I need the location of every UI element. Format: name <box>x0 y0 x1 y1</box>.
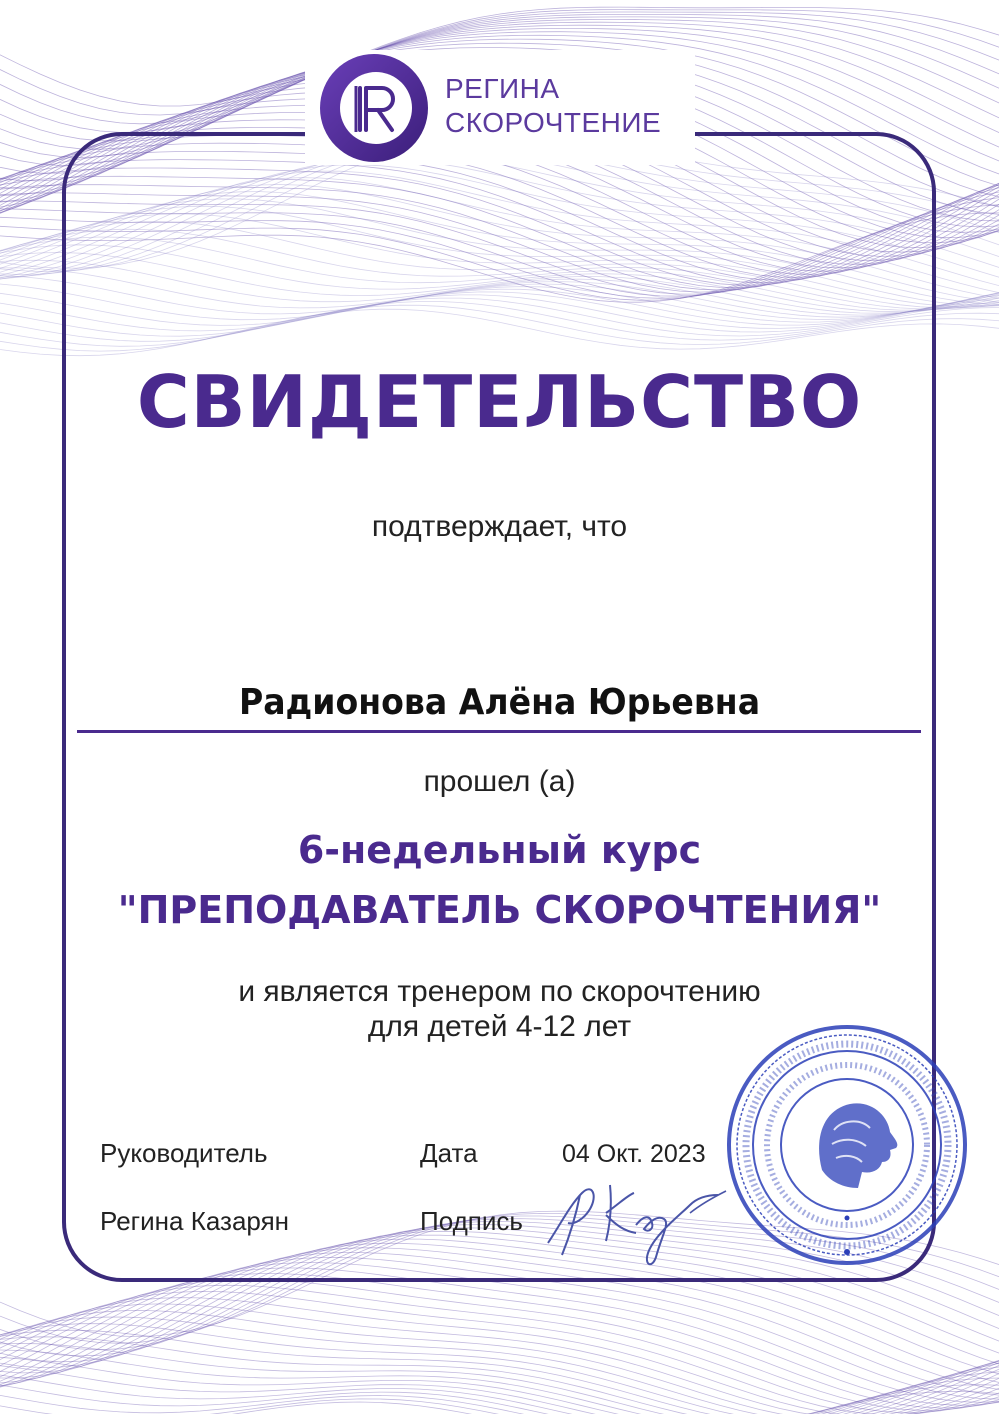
certificate-title: СВИДЕТЕЛЬСТВО <box>136 360 863 444</box>
brand-line-2: СКОРОЧТЕНИЕ <box>445 107 662 138</box>
recipient-name: Радионова Алёна Юрьевна <box>238 682 761 723</box>
logo-r-icon <box>316 52 434 164</box>
date-value: 04 Окт. 2023 <box>562 1140 706 1168</box>
brand-line-1: РЕГИНА <box>445 73 560 104</box>
name-underline <box>77 730 921 733</box>
stamp-icon <box>722 1020 972 1270</box>
manager-name: Регина Казарян <box>100 1206 290 1236</box>
signature-label: Подпись <box>420 1206 523 1236</box>
course-duration: 6-недельный курс <box>297 828 702 872</box>
date-label: Дата <box>420 1138 478 1168</box>
passed-text: прошел (а) <box>423 765 576 798</box>
trainer-text-1: и является тренером по скорочтению <box>238 975 761 1008</box>
signature-icon <box>540 1165 740 1275</box>
confirms-text: подтверждает, что <box>371 510 628 543</box>
trainer-text-2: для детей 4-12 лет <box>367 1010 632 1043</box>
course-title: "ПРЕПОДАВАТЕЛЬ СКОРОЧТЕНИЯ" <box>117 888 882 932</box>
manager-label: Руководитель <box>100 1138 268 1168</box>
